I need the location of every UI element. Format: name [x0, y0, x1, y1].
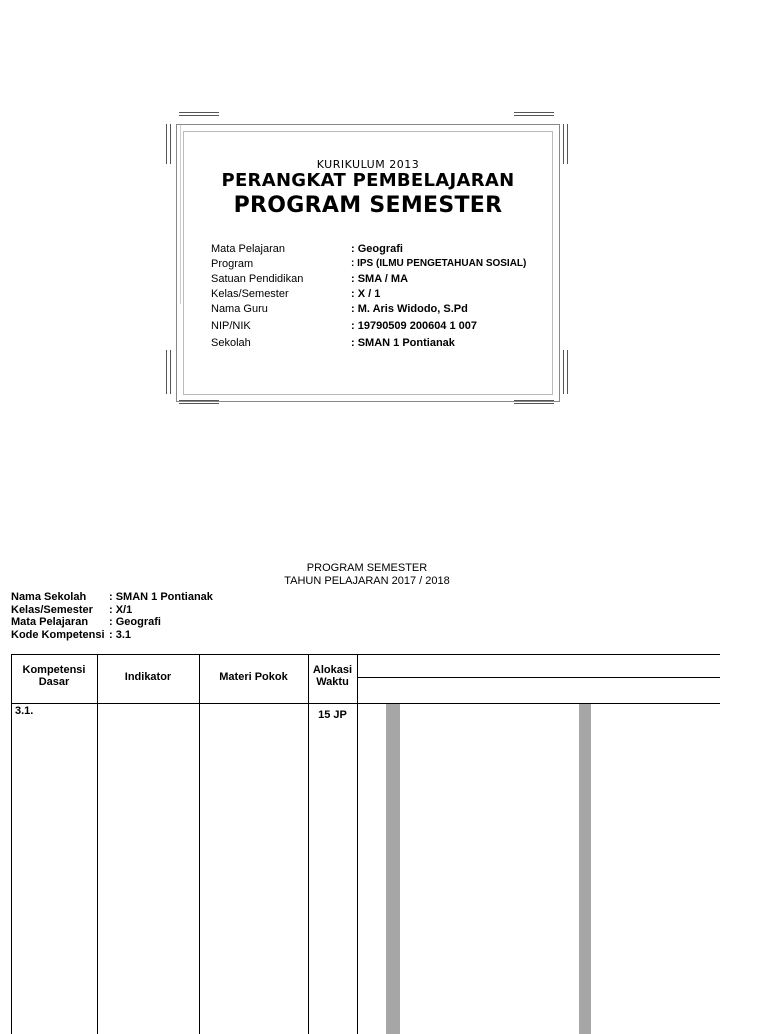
header-kompetensi-dasar: Kompetensi Dasar	[22, 664, 86, 688]
info-label: Sekolah	[211, 337, 251, 349]
col-divider	[97, 654, 98, 1034]
header-indikator: Indikator	[124, 671, 172, 683]
info-value: : IPS (ILMU PENGETAHUAN SOSIAL)	[351, 258, 527, 269]
alokasi-cell: 15 JP	[318, 709, 347, 721]
week-shade-gray	[386, 703, 400, 1034]
info-label: Program	[211, 258, 254, 270]
week-shade-gray	[579, 703, 591, 1034]
header-materi-pokok: Materi Pokok	[219, 671, 288, 683]
info-value: : Geografi	[351, 243, 403, 255]
info-label: Satuan Pendidikan	[211, 273, 304, 285]
meta-value: : X/1	[109, 603, 133, 616]
header-alokasi-waktu: Alokasi Waktu	[312, 664, 353, 688]
info-value: : X / 1	[351, 288, 381, 300]
meta-value: : Geografi	[109, 616, 161, 628]
cover-kurikulum: KURIKULUM 2013	[316, 158, 420, 171]
info-value: : SMAN 1 Pontianak	[351, 337, 455, 349]
cover-title: PERANGKAT PEMBELAJARAN	[221, 170, 515, 191]
month-week-divider	[357, 677, 720, 678]
meta-value: : 3.1	[109, 628, 132, 641]
schedule-table	[11, 654, 720, 1034]
info-label: NIP/NIK	[211, 320, 251, 332]
meta-label: Kelas/Semester	[11, 603, 93, 616]
table-border-top	[11, 654, 720, 655]
cover-box	[176, 124, 560, 402]
info-label: Mata Pelajaran	[211, 243, 285, 255]
info-label: Nama Guru	[211, 303, 268, 315]
kd-cell	[15, 705, 95, 718]
info-value: : M. Aris Widodo, S.Pd	[351, 303, 468, 315]
program-year: TAHUN PELAJARAN 2017 / 2018	[284, 575, 450, 587]
info-value: : SMA / MA	[351, 273, 409, 285]
table-border-left	[11, 654, 12, 1034]
col-divider	[357, 654, 358, 1034]
meta-value: : SMAN 1 Pontianak	[109, 591, 213, 603]
kd-code: 3.1.	[15, 705, 34, 717]
meta-label: Kode Kompetensi	[11, 628, 105, 641]
info-value: : 19790509 200604 1 007	[351, 320, 478, 332]
program-title-text: PROGRAM SEMESTER	[306, 562, 428, 574]
col-divider	[199, 654, 200, 1034]
program-title	[0, 562, 734, 588]
header-bottom-line	[11, 703, 720, 704]
info-label: Kelas/Semester	[211, 288, 289, 300]
meta-label: Nama Sekolah	[11, 591, 87, 603]
cover-subtitle: PROGRAM SEMESTER	[233, 193, 503, 218]
meta-label: Mata Pelajaran	[11, 616, 89, 628]
cover-frame	[166, 112, 568, 405]
